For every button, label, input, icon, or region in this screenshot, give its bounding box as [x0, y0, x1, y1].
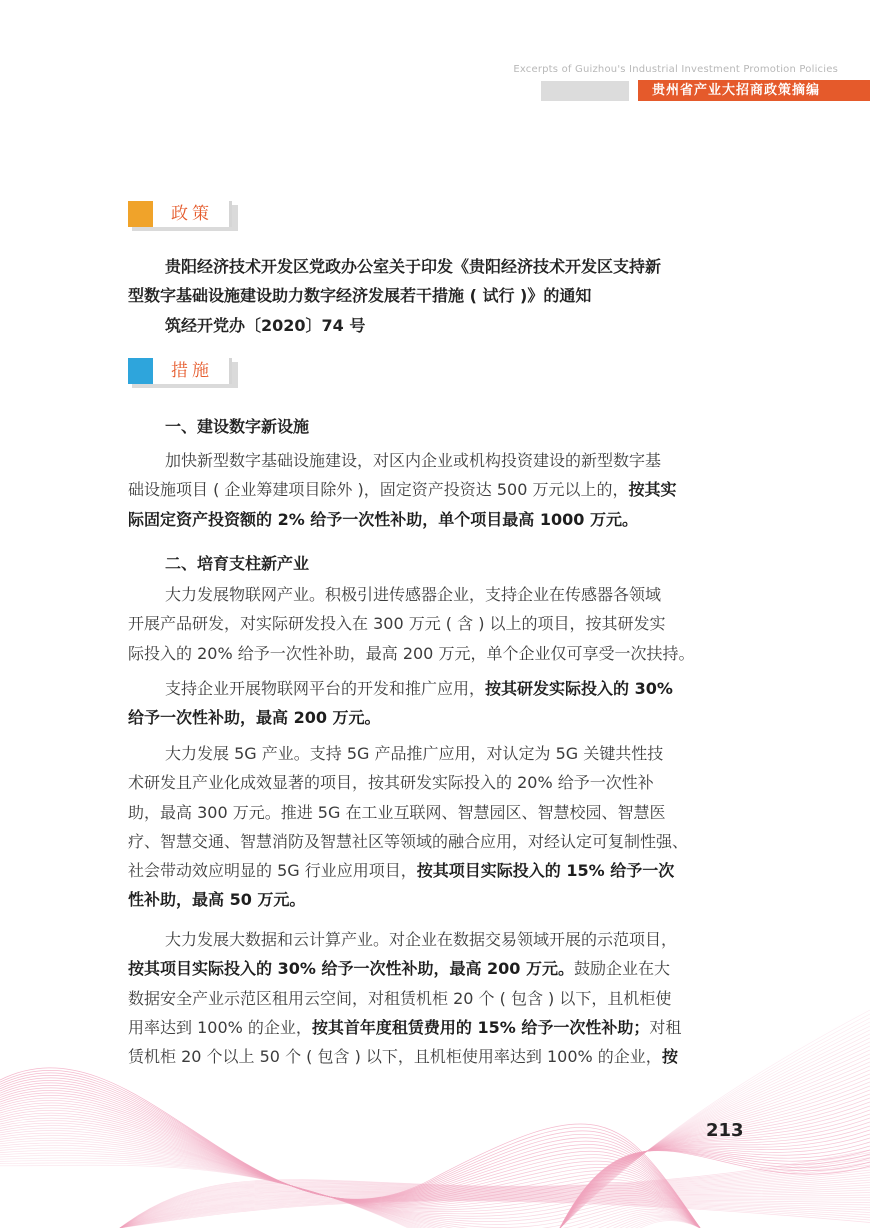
bold-text-line: 际固定资产投资额的 2% 给予一次性补助，单个项目最高 1000 万元。 — [128, 509, 638, 529]
text-line: 大力发展物联网产业。积极引进传感器企业，支持企业在传感器各领域 — [165, 585, 662, 604]
wave-line — [0, 1090, 700, 1228]
text-run: 鼓励企业在大 — [573, 959, 670, 979]
text-line: 际投入的 20% 给予一次性补助，最高 200 万元，单个企业仅可享受一次扶持。 — [128, 643, 695, 663]
paragraph — [128, 739, 748, 915]
wave-line — [0, 1150, 700, 1228]
policy-tab-label: 政策 — [171, 204, 213, 224]
wave-line — [0, 1148, 700, 1228]
wave-line — [120, 1200, 870, 1228]
bold-text-run: 按其项目实际投入的 30% 给予一次性补助，最高 200 万元。 — [128, 959, 574, 979]
wave-line — [120, 1199, 870, 1228]
wave-line — [560, 1066, 870, 1228]
wave-line — [560, 1150, 870, 1228]
text-run: 用率达到 100% 的企业， — [128, 1017, 312, 1037]
bold-text-run: 按其实 — [628, 480, 677, 500]
wave-line — [560, 1130, 870, 1228]
section-heading: 二、培育支柱新产业 — [165, 554, 310, 573]
wave-line — [560, 1086, 870, 1228]
wave-line — [0, 1088, 700, 1228]
wave-line — [0, 1143, 700, 1228]
text-line: 疗、智慧交通、智慧消防及智慧社区等领域的融合应用，对经认定可复制性强、 — [128, 831, 689, 851]
text-line: 大力发展大数据和云计算产业。对企业在数据交易领域开展的示范项目， — [165, 930, 678, 949]
wave-line — [120, 1188, 870, 1228]
wave-line — [120, 1165, 870, 1228]
wave-line — [120, 1190, 870, 1228]
wave-line — [120, 1196, 870, 1228]
wave-line — [560, 1054, 870, 1228]
wave-line — [0, 1083, 700, 1228]
wave-line — [0, 1145, 700, 1228]
wave-line — [120, 1196, 870, 1228]
wave-line — [560, 1058, 870, 1228]
wave-line — [0, 1075, 700, 1228]
wave-line — [0, 1140, 700, 1228]
wave-line — [560, 1098, 870, 1228]
tab-accent — [128, 201, 153, 227]
text-line: 助，最高 300 万元。推进 5G 在工业互联网、智慧园区、智慧校园、智慧医 — [128, 802, 666, 822]
measures-tab-label: 措施 — [171, 361, 213, 381]
wave-line — [120, 1195, 870, 1228]
wave-line — [0, 1098, 700, 1228]
wave-line — [120, 1158, 870, 1228]
wave-line — [560, 1151, 870, 1228]
wave-line — [0, 1155, 700, 1228]
wave-line — [120, 1201, 870, 1228]
wave-line — [120, 1195, 870, 1228]
text-run: 对租 — [649, 1017, 682, 1037]
wave-line — [0, 1163, 700, 1228]
wave-line — [0, 1125, 700, 1228]
wave-line — [0, 1100, 700, 1228]
wave-line — [0, 1128, 700, 1228]
wave-line — [0, 1138, 700, 1228]
text-line — [128, 674, 748, 703]
wave-line — [0, 1080, 700, 1228]
notice-title-line: 贵阳经济技术开发区党政办公室关于印发《贵阳经济技术开发区支持新 — [165, 257, 662, 276]
wave-line — [120, 1153, 870, 1228]
wave-line — [0, 1113, 700, 1228]
wave-line — [120, 1160, 870, 1228]
wave-line — [120, 1173, 870, 1228]
header-chinese-title: 贵州省产业大招商政策摘编 — [638, 80, 870, 101]
bold-text-run: 按其研发实际投入的 30% — [485, 679, 673, 698]
wave-line — [120, 1185, 870, 1228]
document-number: 筑经开党办〔2020〕74 号 — [165, 316, 366, 335]
wave-line — [0, 1153, 700, 1228]
wave-line — [0, 1133, 700, 1228]
wave-line — [120, 1163, 870, 1228]
wave-line — [120, 1150, 870, 1228]
wave-line — [560, 1149, 870, 1228]
text-line: 大力发展 5G 产业。支持 5G 产品推广应用，对认定为 5G 关键共性技 — [165, 744, 664, 763]
text-line — [128, 475, 748, 504]
wave-line — [120, 1198, 870, 1228]
text-run: 赁机柜 20 个以上 50 个 ( 包含 ) 以下，且机柜使用率达到 100% 的企业， — [128, 1047, 662, 1067]
wave-line — [120, 1197, 870, 1228]
text-line: 开展产品研发，对实际研发投入在 300 万元 ( 含 ) 以上的项目，按其研发实 — [128, 614, 666, 634]
wave-line — [560, 1070, 870, 1228]
wave-line — [120, 1170, 870, 1228]
wave-line — [560, 1094, 870, 1228]
paragraph — [128, 674, 748, 733]
wave-line — [0, 1165, 700, 1228]
text-line: 数据安全产业示范区租用云空间，对租赁机柜 20 个 ( 包含 ) 以下，且机柜使 — [128, 988, 672, 1008]
wave-line — [0, 1135, 700, 1228]
wave-line — [560, 1074, 870, 1228]
wave-line — [0, 1108, 700, 1228]
bold-text-line: 性补助，最高 50 万元。 — [128, 890, 306, 910]
wave-line — [0, 1115, 700, 1228]
wave-line — [120, 1180, 870, 1228]
text-line — [128, 1042, 748, 1071]
header-grey-bar — [541, 81, 629, 101]
wave-line — [0, 1068, 700, 1228]
wave-line — [120, 1199, 870, 1228]
bold-text-run: 按其项目实际投入的 15% 给予一次 — [416, 861, 675, 881]
wave-line — [560, 1078, 870, 1228]
wave-line — [560, 1142, 870, 1228]
paragraph — [128, 446, 748, 534]
wave-line — [560, 1150, 870, 1228]
wave-line — [120, 1168, 870, 1228]
wave-line — [560, 1126, 870, 1228]
wave-line — [120, 1155, 870, 1228]
wave-line — [0, 1160, 700, 1228]
text-line: 加快新型数字基础设施建设，对区内企业或机构投资建设的新型数字基 — [165, 451, 662, 470]
wave-line — [0, 1110, 700, 1228]
text-line — [128, 954, 748, 983]
wave-line — [120, 1200, 870, 1228]
wave-line — [0, 1085, 700, 1228]
wave-line — [560, 1090, 870, 1228]
wave-line — [0, 1073, 700, 1228]
text-line: 术研发且产业化成效显著的项目，按其研发实际投入的 20% 给予一次性补 — [128, 773, 654, 793]
notice-title-line: 型数字基础设施建设助力数字经济发展若干措施 ( 试行 )》的通知 — [128, 286, 592, 305]
paragraph — [128, 580, 748, 668]
wave-line — [0, 1158, 700, 1228]
section-heading: 一、建设数字新设施 — [165, 417, 310, 436]
text-line — [128, 856, 748, 885]
wave-line — [120, 1175, 870, 1228]
wave-line — [0, 1118, 700, 1228]
text-run: 支持企业开展物联网平台的开发和推广应用， — [165, 679, 486, 698]
wave-line — [120, 1178, 870, 1228]
tab-accent — [128, 358, 153, 384]
wave-line — [560, 1146, 870, 1228]
wave-line — [560, 1134, 870, 1228]
header-english-title: Excerpts of Guizhou's Industrial Investment Promotion Policies — [513, 64, 838, 75]
wave-line — [0, 1070, 700, 1228]
wave-line — [120, 1198, 870, 1228]
wave-line — [0, 1093, 700, 1228]
bold-text-line: 给予一次性补助，最高 200 万元。 — [128, 708, 381, 728]
wave-line — [120, 1183, 870, 1228]
text-run: 础设施项目 ( 企业筹建项目除外 )，固定资产投资达 500 万元以上的， — [128, 480, 629, 500]
bold-text-run: 按其首年度租赁费用的 15% 给予一次性补助； — [311, 1017, 650, 1037]
paragraph — [128, 925, 748, 1071]
policy-tab — [128, 201, 238, 231]
notice-title — [128, 252, 748, 310]
text-run: 社会带动效应明显的 5G 行业应用项目， — [128, 861, 417, 881]
wave-line — [560, 1150, 870, 1228]
wave-line — [0, 1120, 700, 1228]
measures-tab — [128, 358, 238, 388]
wave-line — [0, 1095, 700, 1228]
wave-line — [0, 1103, 700, 1228]
wave-line — [120, 1193, 870, 1228]
bold-text-run: 按 — [661, 1047, 678, 1067]
wave-line — [560, 1082, 870, 1228]
wave-line — [560, 1138, 870, 1228]
wave-line — [560, 1062, 870, 1228]
wave-line — [0, 1078, 700, 1228]
wave-line — [0, 1105, 700, 1228]
page-number: 213 — [706, 1120, 744, 1141]
wave-line — [0, 1123, 700, 1228]
text-line — [128, 1013, 748, 1042]
wave-line — [0, 1130, 700, 1228]
